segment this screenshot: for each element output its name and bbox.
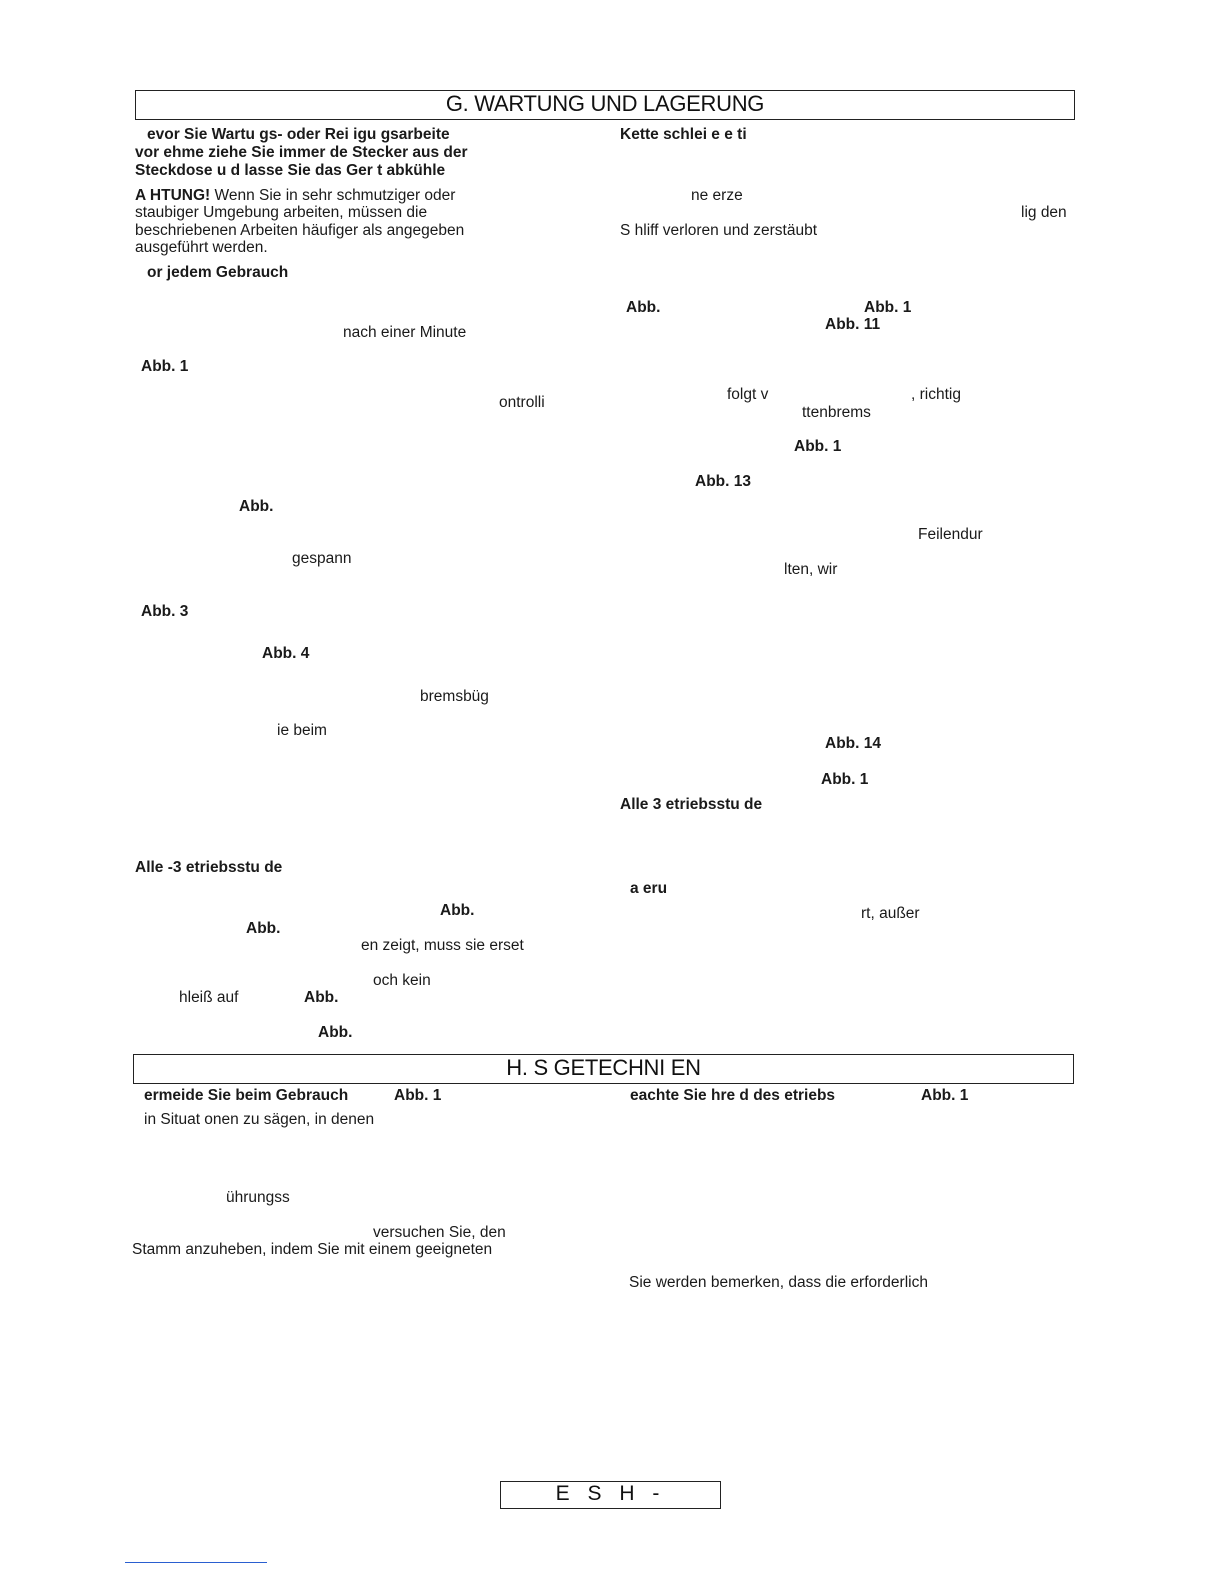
figure-ref: Abb. [440,902,475,919]
storage-heading: a eru [630,880,668,897]
warning-label: A HTUNG! [135,187,211,204]
sharpen-chain-heading: Kette schlei e e ti [620,126,747,143]
figure-ref: Abb. 1 [394,1087,442,1104]
figure-ref: Abb. 1 [821,771,869,788]
warning-line-4: ausgeführt werden. [135,239,268,256]
warning-line-3: beschriebenen Arbeiten häufiger als angegeben [135,222,465,239]
brake-bar-text: bremsbüg [420,688,489,705]
figure-ref: Abb. [246,920,281,937]
tensioned-text: gespann [292,550,352,567]
situations-text: in Situat onen zu sägen, in denen [144,1111,375,1128]
notice-text: Sie werden bemerken, dass die erforderlich [629,1274,928,1291]
chain-brake-text: ttenbrems [802,404,871,421]
figure-ref: Abb. [318,1024,353,1041]
replace-text: en zeigt, muss sie erset [361,937,524,954]
correct-text: , richtig [911,386,961,403]
avoid-heading-text: ermeide Sie beim Gebrauch [144,1087,349,1104]
every-3-hours-right-heading: Alle 3 etriebsstu de [620,796,763,813]
bottom-rule [125,1562,267,1563]
during-text: ie beim [277,722,327,739]
warning-line-1 [135,187,455,205]
figure-ref: Abb. 1 [141,358,189,375]
section-g-heading: G. WARTUNG UND LAGERUNG [135,90,1075,120]
lig-den-text: lig den [1021,204,1067,221]
no-yet-text: och kein [373,972,431,989]
intro-line-3: Steckdose u d lasse Sie das Ger t abkühle [135,162,446,179]
hold-text: lten, wir [784,561,838,578]
wear-text: hleiß auf [179,989,239,1006]
warning-text: Wenn Sie in sehr schmutziger oder [210,187,456,204]
file-diameter-text: Feilendur [918,526,983,543]
every-3-hours-heading: Alle -3 etriebsstu de [135,859,283,876]
before-use-heading: or jedem Gebrauch [147,264,289,281]
figure-ref: Abb. 1 [921,1087,969,1104]
try-lift-text: versuchen Sie, den [373,1224,506,1241]
figure-ref: Abb. [626,299,661,316]
section-h-heading: H. S GETECHNI EN [133,1054,1074,1084]
figure-ref: Abb. [239,498,274,515]
figure-ref: Abb. 4 [262,645,310,662]
observe-heading-text: eachte Sie hre d des etriebs [630,1087,836,1104]
page-number-box: E S H - [500,1481,721,1509]
figure-ref: Abb. 3 [141,603,189,620]
after-minute-text: nach einer Minute [343,324,467,341]
grinding-lost-text: S hliff verloren und zerstäubt [620,222,818,239]
except-text: rt, außer [861,905,920,922]
observe-heading [630,1087,835,1105]
warning-line-2: staubiger Umgebung arbeiten, müssen die [135,204,428,221]
figure-ref: Abb. 13 [695,473,751,490]
avoid-heading [144,1087,348,1105]
figure-ref: Abb. 11 [825,316,881,333]
control-text: ontrolli [499,394,545,411]
guide-text: ührungss [226,1189,290,1206]
intro-line-2: vor ehme ziehe Sie immer de Stecker aus der [135,144,468,161]
generate-text: ne erze [691,187,743,204]
follows-text: folgt v [727,386,769,403]
intro-line-1: evor Sie Wartu gs- oder Rei igu gsarbeite [147,126,450,143]
lift-trunk-text: Stamm anzuheben, indem Sie mit einem geeigneten [132,1241,493,1258]
figure-ref: Abb. [304,989,339,1006]
figure-ref: Abb. 14 [825,735,881,752]
figure-ref: Abb. 1 [794,438,842,455]
figure-ref: Abb. 1 [864,299,912,316]
